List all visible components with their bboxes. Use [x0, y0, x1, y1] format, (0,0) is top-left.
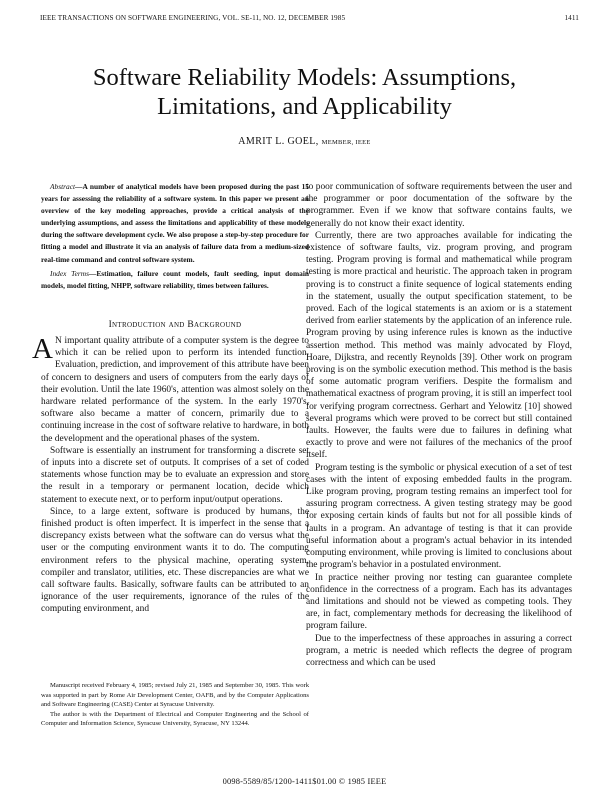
footnote-affiliation: The author is with the Department of Electrical and Computer Engineering and the School of Computer and Information Science, Syracuse University, Syracuse, NY 13244.: [41, 710, 309, 728]
abstract-label: Abstract: [50, 182, 76, 191]
right-column-body: [306, 181, 572, 669]
left-column-body: [32, 333, 309, 616]
footnote-manuscript: Manuscript received February 4, 1985; revised July 21, 1985 and September 30, 1985. This work was supported in part by Rome Air Development Center, OAFB, and by the Computer Applications and Software Engineering (CASE) Center at Syracuse University.: [41, 682, 309, 709]
footnote: [41, 681, 309, 729]
author-membership: MEMBER, IEEE: [321, 139, 371, 146]
copyright-line: 0098-5589/85/1200-1411$01.00 © 1985 IEEE: [222, 777, 387, 786]
author-line: [0, 136, 609, 147]
paper-title: [0, 63, 609, 121]
author-name: AMRIT L. GOEL,: [238, 136, 319, 147]
paragraph: Program testing is the symbolic or physical execution of a set of test cases with the intent of exposing embedded faults in the program. Like program proving, program testing remains an imperfect tool for assuring program correctness. A given testing strategy may be good for exposing certain kinds of faults but not for all possible kinds of faults in a program. An advantage of testing is that it can provide useful information about a program's actual behavior in its intended computing environment, while proving is limited to conclusions about the program's behavior in a postulated environment.: [306, 462, 572, 571]
drop-cap: A: [32, 333, 53, 365]
paragraph: Currently, there are two approaches available for indicating the existence of software faults, viz. program proving, and program testing. Program proving is formal and mathematical while program testing is more practical and heuristic. The approach taken in program proving is to construct a finite sequence of logical statements ending in the statement, usually the output specification statement, to be proved. Each of the logical statements is an axiom or is a statement derived from earlier statements by the application of an inference rule. Program proving by using inference rules is known as the inductive assertion method. This method was mainly advocated by Floyd, Hoare, Dijkstra, and recently Reynolds [39]. Other work on program proving is on the symbolic execution method. This method is the basis of some automatic program verifiers. Despite the formalism and mathematical exactness of program proving, it is still an imperfect tool for verifying program correctness. Gerhart and Yelowitz [10] showed several programs which were proved to be correct but still contained faults. However, the faults were due to failures in defining what exactly to prove and were not failures of the mechanics of the proof itself.: [306, 230, 572, 461]
paragraph: In practice neither proving nor testing can guarantee complete confidence in the correctness of a program. Each has its advantages and limitations and should not be viewed as competing tools. They are, in fact, complementary methods for decreasing the likelihood of program failure.: [306, 572, 572, 632]
journal-citation: IEEE TRANSACTIONS ON SOFTWARE ENGINEERING, VOL. SE-11, NO. 12, DECEMBER 1985: [40, 14, 346, 22]
section-heading: Introduction and Background: [108, 320, 242, 330]
abstract: [41, 181, 309, 266]
title-line-2: Limitations, and Applicability: [157, 93, 452, 120]
paragraph: A N important quality attribute of a computer system is the degree to which it can be relied upon to perform its intended function. Evaluation, prediction, and improvement of this attribute have been of concern to designers and users of computers from the early days of their evolution. Until the late 1960's, attention was almost solely on the hardware related performance of the system. In the early 1970's, software also became a matter of concern, primarily due to a continuing increase in the cost of software relative to hardware, in both the development and the operational phases of the system.: [32, 333, 309, 444]
running-head: [40, 14, 579, 26]
title-line-1: Software Reliability Models: Assumptions,: [92, 64, 517, 91]
paragraph: Due to the imperfectness of these approaches in assuring a correct program, a metric is needed which reflects the degree of program correctness and which can be used: [306, 633, 572, 668]
paragraph: Since, to a large extent, software is produced by humans, the finished product is often imperfect. It is imperfect in the sense that a discrepancy exists between what the software can do versus what the user or the computing environment wants it to do. The computing environment refers to the physical machine, operating system, compiler and translator, utilities, etc. These discrepancies are what we call software faults. Basically, software faults can be attributed to an ignorance of the user requirements, ignorance of the rules of the computing environment, and: [41, 506, 309, 615]
page-number: 1411: [564, 14, 579, 22]
paragraph: Software is essentially an instrument for transforming a discrete set of inputs into a discrete set of outputs. It comprises of a set of coded statements whose function may be to evaluate an expression and store the result in a temporary or permanent location, decide which statement to execute next, or to perform input/output operations.: [41, 445, 309, 505]
paragraph: to poor communication of software requirements between the user and the programmer or poor documentation of the software by the programmer. Even if we know that software contains faults, we generally do not know their exact identity.: [306, 182, 572, 229]
abstract-text: —A number of analytical models have been proposed during the past 15 years for assessing the reliability of a software system. In this paper we present an overview of the key modeling approaches, provide a critical analysis of the underlying assumptions, and assess the limitations and applicability of these models during the software development cycle. We also propose a step-by-step procedure for fitting a model and illustrate it via an analysis of failure data from a medium-sized real-time command and control software system.: [41, 182, 309, 264]
index-terms: [41, 268, 309, 292]
index-terms-text: —Estimation, failure count models, fault seeding, input domain models, model fitting, NHPP, software reliability, times between failures.: [41, 269, 310, 291]
index-terms-label: Index Terms: [50, 269, 89, 278]
